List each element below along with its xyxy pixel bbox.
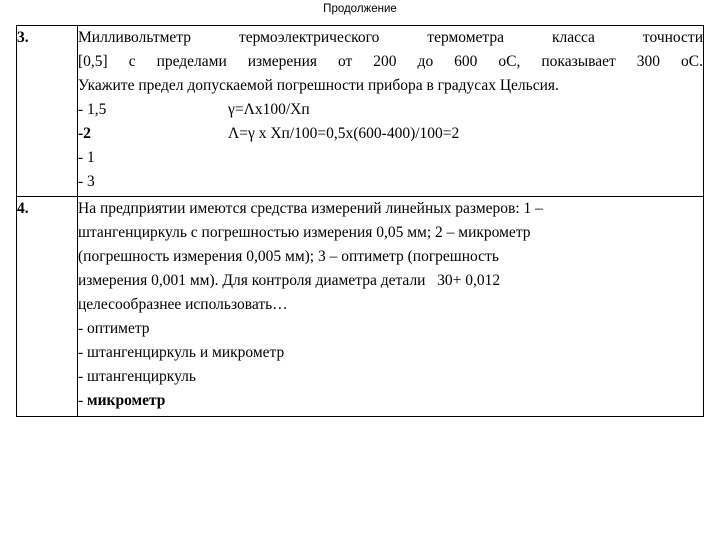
page-caption: Продолжение [323, 3, 397, 15]
question-text-line: [0,5] с пределами измерения от 200 до 600 оС, показывает 300 оС. [78, 53, 703, 70]
answer-option: - 1 [78, 149, 95, 166]
answer-option [78, 122, 703, 146]
question-text-line: целесообразнее использовать… [78, 296, 288, 313]
answer-option-text-correct: микрометр [87, 392, 166, 409]
question-number: 4. [17, 197, 78, 417]
answer-option: - штангенциркуль и микрометр [78, 344, 285, 361]
solution-formula: Λ=γ х Хп/100=0,5х(600-400)/100=2 [228, 125, 460, 142]
answer-option: - 3 [78, 173, 95, 190]
answer-option [78, 389, 703, 413]
answer-option: - штангенциркуль [78, 368, 196, 385]
question-text-line: Укажите предел допускаемой погрешности прибора в градусах Цельсия. [78, 77, 559, 94]
question-text-line: измерения 0,001 мм). Для контроля диаметра детали 30+ 0,012 [78, 272, 501, 289]
answer-option-text-correct: -2 [78, 125, 91, 142]
question-number: 3. [17, 26, 78, 197]
answer-option-prefix: - [78, 392, 88, 409]
answer-option [78, 98, 703, 122]
solution-formula: γ=Λх100/Хп [228, 101, 310, 118]
question-text-line: На предприятии имеются средства измерений линейных размеров: 1 – [78, 200, 543, 217]
question-body [78, 197, 704, 417]
question-text-line: (погрешность измерения 0,005 мм); 3 – оптиметр (погрешность [78, 248, 499, 265]
question-row-4 [17, 197, 704, 417]
question-body [78, 26, 704, 197]
questions-table [16, 25, 704, 417]
answer-option: - оптиметр [78, 320, 150, 337]
question-text-line: штангенциркуль с погрешностью измерения 0,05 мм; 2 – микрометр [78, 224, 531, 241]
question-row-3 [17, 26, 704, 197]
question-text-line: Милливольтметр термоэлектрического термометра класса точности [78, 29, 703, 46]
answer-option-text: - 1,5 [78, 101, 107, 118]
